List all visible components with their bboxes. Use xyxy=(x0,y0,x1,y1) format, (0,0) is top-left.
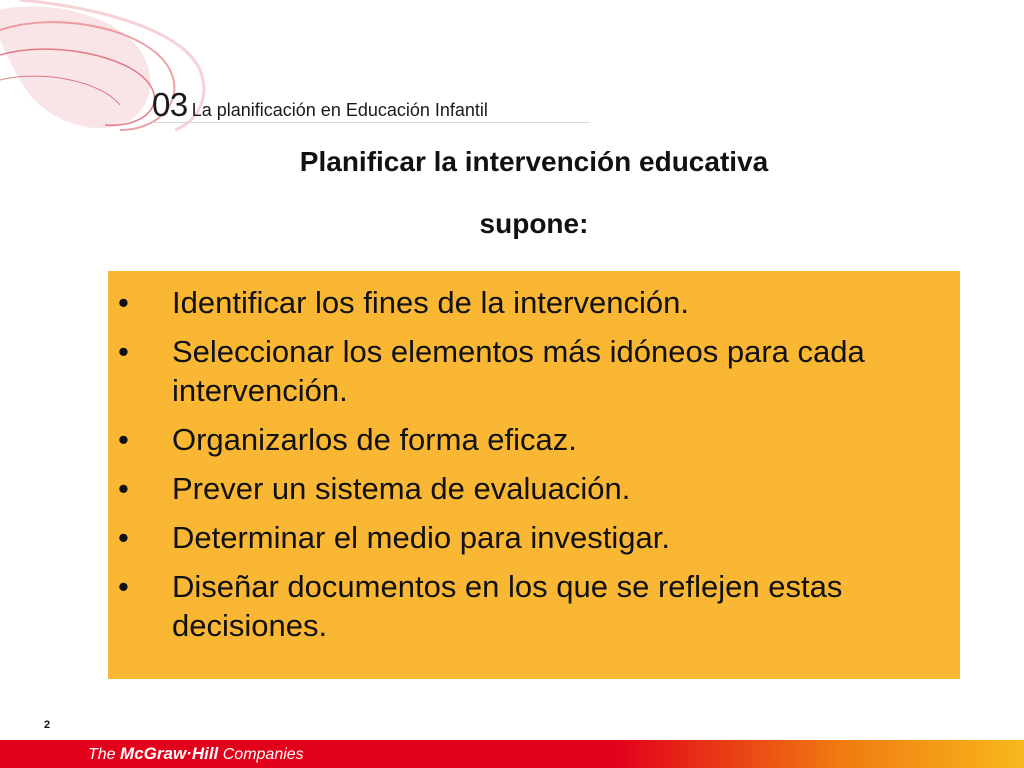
bullet-icon: • xyxy=(118,334,129,369)
bullet-item xyxy=(108,518,940,557)
logo-brand: McGraw·Hill xyxy=(120,744,219,763)
chapter-title: La planificación en Educación Infantil xyxy=(191,100,488,120)
bullet-item xyxy=(108,567,940,645)
bullet-text: Prever un sistema de evaluación. xyxy=(172,471,631,506)
bullet-text: Organizarlos de forma eficaz. xyxy=(172,422,577,457)
slide-title-line2: supone: xyxy=(479,208,589,239)
bullet-list xyxy=(108,283,940,645)
content-box xyxy=(108,271,960,679)
logo-prefix: The xyxy=(88,746,116,763)
bullet-text: Seleccionar los elementos más idóneos para cada intervención. xyxy=(172,334,865,408)
bullet-item xyxy=(108,332,940,410)
bullet-item xyxy=(108,420,940,459)
bullet-icon: • xyxy=(118,520,129,555)
bullet-icon: • xyxy=(118,422,129,457)
bullet-text: Identificar los fines de la intervención. xyxy=(172,285,689,320)
bullet-item xyxy=(108,469,940,508)
slide-title-line1: Planificar la intervención educativa xyxy=(299,146,769,177)
bullet-item xyxy=(108,283,940,322)
bullet-icon: • xyxy=(118,569,129,604)
publisher-logo xyxy=(88,744,304,764)
bullet-text: Determinar el medio para investigar. xyxy=(172,520,670,555)
bullet-text: Diseñar documentos en los que se reflejen estas decisiones. xyxy=(172,569,843,643)
chapter-number: 03 xyxy=(152,86,188,123)
footer-bar xyxy=(0,740,1024,768)
bullet-icon: • xyxy=(118,471,129,506)
bullet-icon: • xyxy=(118,285,129,320)
logo-suffix: Companies xyxy=(222,746,304,763)
page-number: 2 xyxy=(44,719,51,731)
chapter-header xyxy=(152,86,590,123)
